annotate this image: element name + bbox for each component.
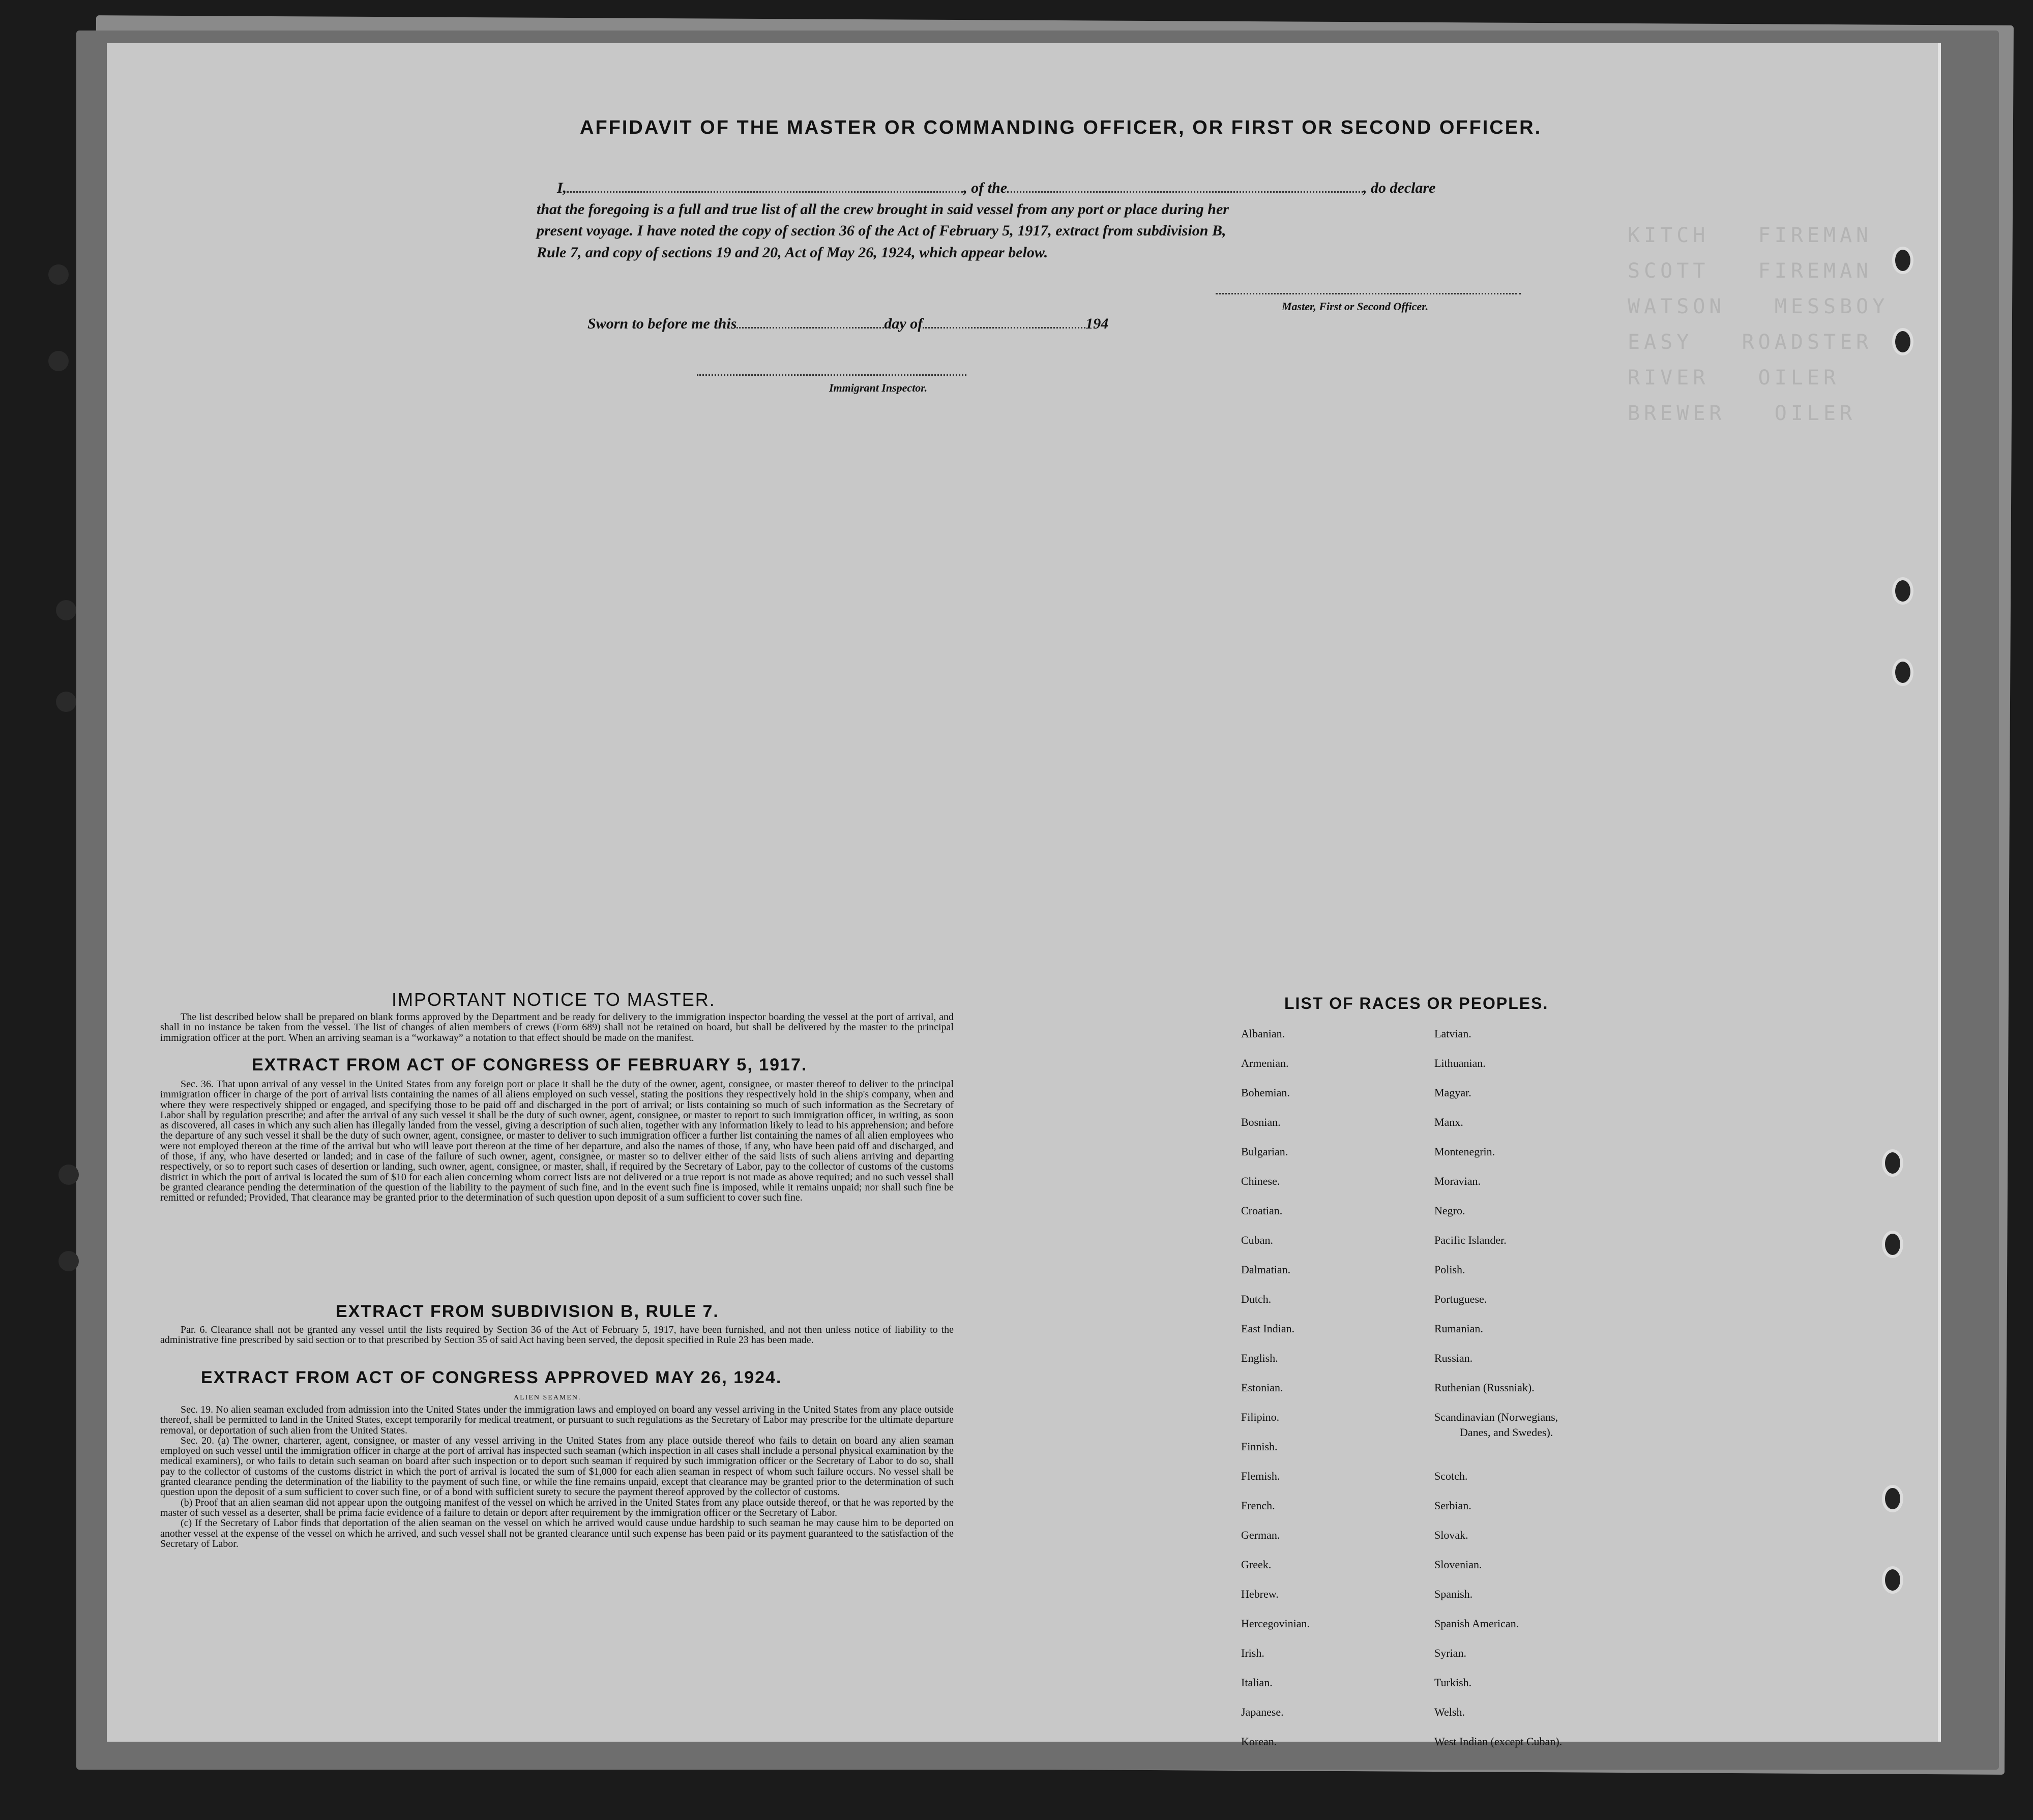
bleed-through: BREWER OILER xyxy=(1628,402,1857,425)
extract-1924-text xyxy=(160,1405,954,1549)
race-left: Irish. xyxy=(1241,1647,1264,1659)
sworn-text: Sworn to before me this xyxy=(587,315,737,332)
punch-hole xyxy=(1892,328,1913,355)
punch-hole xyxy=(1882,1566,1903,1594)
race-left: Bohemian. xyxy=(1241,1086,1290,1099)
race-right: Serbian. xyxy=(1434,1499,1471,1512)
inspector-signature-line[interactable] xyxy=(697,364,966,376)
race-left: Estonian. xyxy=(1241,1381,1283,1394)
bleed-through: RIVER OILER xyxy=(1628,366,1840,390)
race-right: Welsh. xyxy=(1434,1706,1465,1718)
bleed-through: EASY ROADSTER xyxy=(1628,331,1873,354)
signature-caption: Master, First or Second Officer. xyxy=(1282,300,1429,313)
race-right: Turkish. xyxy=(1434,1676,1472,1689)
race-left: Bulgarian. xyxy=(1241,1145,1288,1158)
affidavit-line-2: that the foregoing is a full and true list of all the crew brought in said vessel from any port or place during her xyxy=(537,201,1229,218)
declarant-prefix: I, xyxy=(557,180,567,196)
declarant-name-field[interactable] xyxy=(567,181,963,193)
punch-hole xyxy=(1882,1485,1903,1512)
extract-1917-text xyxy=(160,1079,954,1203)
notice-paragraph: The list described below shall be prepared on blank forms approved by the Department and be ready for delivery to the immigration inspector boarding the vessel at the port of arrival, and shall in no instance be taken from the vessel. The list of changes of alien members of crews (Form 689) shall not be retained on board, but shall be delivered by the master to the principal immigration officer at the port. When an arriving seaman is a “workaway” a notation to that effect should be made on the manifest. xyxy=(160,1011,954,1043)
race-left: English. xyxy=(1241,1352,1278,1364)
vessel-prefix: , of the xyxy=(963,180,1008,196)
race-right: Danes, and Swedes). xyxy=(1460,1426,1553,1439)
race-right: Spanish American. xyxy=(1434,1617,1519,1630)
race-left: Dutch. xyxy=(1241,1293,1272,1305)
binder-hole xyxy=(58,1251,79,1271)
race-left: Hebrew. xyxy=(1241,1588,1279,1600)
race-right: Russian. xyxy=(1434,1352,1473,1364)
bleed-through: KITCH FIREMAN xyxy=(1628,224,1873,247)
race-right: Ruthenian (Russniak). xyxy=(1434,1381,1535,1394)
notice-title: IMPORTANT NOTICE TO MASTER. xyxy=(392,989,716,1010)
race-left: French. xyxy=(1241,1499,1275,1512)
vessel-name-field[interactable] xyxy=(1007,181,1363,193)
affidavit-line-3: present voyage. I have noted the copy of section 36 of the Act of February 5, 1917, extract from subdivision B, xyxy=(537,222,1226,239)
race-left: Cuban. xyxy=(1241,1234,1273,1246)
sworn-day-field[interactable] xyxy=(736,316,884,329)
race-right: Portuguese. xyxy=(1434,1293,1487,1305)
race-right: Polish. xyxy=(1434,1263,1465,1276)
race-right: Magyar. xyxy=(1434,1086,1471,1099)
race-right: Manx. xyxy=(1434,1116,1463,1128)
punch-hole xyxy=(1892,247,1913,274)
sec-20b-paragraph: (b) Proof that an alien seaman did not appear upon the outgoing manifest of the vessel on which he arrived in the United States from any place outside thereof, or that he was reported by the master of such vessel as a deserter, shall be prima facie evidence of a failure to detain or deport after requirement by the immigration officer or the Secretary of Labor. xyxy=(160,1497,954,1518)
race-right: Latvian. xyxy=(1434,1027,1471,1040)
race-right: Scotch. xyxy=(1434,1470,1468,1482)
race-right: Negro. xyxy=(1434,1204,1465,1217)
sec-19-paragraph: Sec. 19. No alien seaman excluded from admission into the United States under the immigration laws and employed on board any vessel arriving in the United States from any place outside thereof, shall be permitted to land in the United States, except temporarily for medical treatment, or pursuant to such regulations as the Secretary of Labor may prescribe for the ultimate departure removal, or deportation of such alien from the United States. xyxy=(160,1404,954,1436)
sec-36-paragraph: Sec. 36. That upon arrival of any vessel in the United States from any foreign port or place it shall be the duty of the owner, agent, consignee, or master thereof to deliver to the principal immigration officer in charge of the port of arrival lists containing the names of all aliens employed on such vessel, stating the positions they respectively hold in the ship's company, when and where they were respectively shipped or engaged, and specifying those to be paid off and discharged in the port of arrival; or lists containing so much of such information as the Secretary of Labor shall by regulation prescribe; and after the arrival of any such vessel it shall be the duty of such owner, agent, consignee, or master to report to such immigration officer, in writing, as soon as discovered, all cases in which any such alien has illegally landed from the vessel, giving a description of such alien, together with any information likely to lead to his apprehension; and before the departure of any such vessel it shall be the duty of such owner, agent, consignee, or master to deliver to such immigration officer a further list containing the names of all alien employees who were not employed thereon at the time of the arrival but who will leave port thereon at the time of her departure, and also the names of those, if any, who have been paid off and discharged, and of those, if any, who have deserted or landed; and in case of the failure of such owner, agent, consignee, or master so to deliver either of the said lists of such aliens arriving and departing respectively, or so to report such cases of desertion or landing, such owner, agent, consignee, or master, shall, if required by the Secretary of Labor, pay to the collector of customs of the customs district in which the port of arrival is located the sum of $10 for each alien concerning whom correct lists are not delivered or a true report is not made as above required; and no such vessel shall be granted clearance pending the determination of the question of the liability to the payment of such fine, and in the event such fine is imposed, while it remains unpaid; nor shall such fine be remitted or refunded; Provided, That clearance may be granted prior to the determination of such question upon deposit of a sum sufficient to cover such fine. xyxy=(160,1079,954,1204)
race-left: Armenian. xyxy=(1241,1057,1289,1069)
declare-text: , do declare xyxy=(1363,180,1436,196)
race-left: German. xyxy=(1241,1529,1280,1541)
race-left: Finnish. xyxy=(1241,1440,1278,1453)
race-left: Japanese. xyxy=(1241,1706,1284,1718)
race-left: Filipino. xyxy=(1241,1411,1280,1423)
inspector-caption: Immigrant Inspector. xyxy=(829,381,928,394)
affidavit-line-4: Rule 7, and copy of sections 19 and 20, Act of May 26, 1924, which appear below. xyxy=(537,244,1048,261)
race-left: Dalmatian. xyxy=(1241,1263,1291,1276)
race-right: Syrian. xyxy=(1434,1647,1466,1659)
day-of-text: day of xyxy=(884,315,923,332)
race-left: Italian. xyxy=(1241,1676,1273,1689)
race-left: Croatian. xyxy=(1241,1204,1283,1217)
race-left: Flemish. xyxy=(1241,1470,1280,1482)
extract-1924-title: EXTRACT FROM ACT OF CONGRESS APPROVED MAY 26, 1924. xyxy=(201,1368,782,1387)
sec-20a-paragraph: Sec. 20. (a) The owner, charterer, agent, consignee, or master of any vessel arriving in the United States from any place outside thereof who fails to detain on board any alien seaman employed on such vessel until the immigration officer in charge at the port of arrival has inspected such seaman (which inspection in all cases shall include a personal physical examination by the medical examiners), or who fails to detain such seaman on board after such inspection or to deport such seaman if required by such immigration officer or the Secretary of Labor to do so, shall pay to the collector of customs of the customs district in which the port of arrival is located the sum of $1,000 for each alien seaman in respect of whom such failure occurs. No vessel shall be granted clearance pending the determination of the liability to the payment of such fine, or while the fine remains unpaid, except that clearance may be granted prior to the determination of such question upon the deposit of a sum sufficient to cover such fine, or of a bond with sufficient surety to secure the payment thereof approved by the collector of customs. xyxy=(160,1435,954,1498)
race-left: Greek. xyxy=(1241,1558,1272,1571)
race-right: West Indian (except Cuban). xyxy=(1434,1735,1563,1748)
race-left: Hercegovinian. xyxy=(1241,1617,1310,1630)
binder-hole xyxy=(58,1165,79,1185)
signature-line[interactable] xyxy=(1216,282,1521,294)
race-right: Montenegrin. xyxy=(1434,1145,1495,1158)
race-right: Pacific Islander. xyxy=(1434,1234,1507,1246)
sworn-year: 194 xyxy=(1085,315,1109,332)
extract-1917-title: EXTRACT FROM ACT OF CONGRESS OF FEBRUARY 5, 1917. xyxy=(252,1055,808,1075)
race-right: Rumanian. xyxy=(1434,1322,1483,1335)
manifest-back-page xyxy=(107,43,1941,1748)
punch-hole xyxy=(1892,659,1913,686)
notice-text xyxy=(160,1012,954,1043)
par-6-paragraph: Par. 6. Clearance shall not be granted any vessel until the lists required by Section 36 of the Act of February 5, 1917, have been furnished, and not then unless notice of liability to the administrative fine prescribed by said section or to that prescribed by Section 35 of said Act having been served, the deposit specified in Rule 23 has been made. xyxy=(160,1324,954,1346)
races-title: LIST OF RACES OR PEOPLES. xyxy=(1284,994,1549,1012)
bleed-through: SCOTT FIREMAN xyxy=(1628,259,1873,283)
extract-rule7-title: EXTRACT FROM SUBDIVISION B, RULE 7. xyxy=(336,1302,719,1321)
binder-hole xyxy=(56,692,76,712)
sworn-line xyxy=(587,315,1108,333)
race-left: Korean. xyxy=(1241,1735,1277,1748)
race-right: Moravian. xyxy=(1434,1175,1481,1187)
race-left: East Indian. xyxy=(1241,1322,1295,1335)
punch-hole xyxy=(1892,577,1913,605)
extract-rule7-text xyxy=(160,1325,954,1346)
race-right: Slovenian. xyxy=(1434,1558,1482,1571)
alien-seamen-subtitle: ALIEN SEAMEN. xyxy=(514,1394,581,1401)
affidavit-line-1 xyxy=(557,180,1435,197)
race-right: Scandinavian (Norwegians, xyxy=(1434,1411,1558,1423)
sworn-month-field[interactable] xyxy=(923,316,1085,329)
bleed-through: WATSON MESSBOY xyxy=(1628,295,1889,318)
binder-hole xyxy=(56,600,76,620)
binder-hole xyxy=(48,351,69,371)
punch-hole xyxy=(1882,1231,1903,1258)
binder-hole xyxy=(48,264,69,285)
race-left: Albanian. xyxy=(1241,1027,1285,1040)
punch-hole xyxy=(1882,1149,1903,1177)
affidavit-title: AFFIDAVIT OF THE MASTER OR COMMANDING OFFICER, OR FIRST OR SECOND OFFICER. xyxy=(580,117,1542,138)
race-left: Chinese. xyxy=(1241,1175,1280,1187)
race-right: Spanish. xyxy=(1434,1588,1473,1600)
race-right: Slovak. xyxy=(1434,1529,1468,1541)
race-right: Lithuanian. xyxy=(1434,1057,1486,1069)
sec-20c-paragraph: (c) If the Secretary of Labor finds that deportation of the alien seaman on the vessel on which he arrived would cause undue hardship to such seaman he may cause him to be deported on another vessel at the expense of the vessel on which he arrived, and such vessel shall not be granted clearance until such expense has been paid or its payment guaranteed to the satisfaction of the Secretary of Labor. xyxy=(160,1517,954,1549)
race-left: Bosnian. xyxy=(1241,1116,1281,1128)
